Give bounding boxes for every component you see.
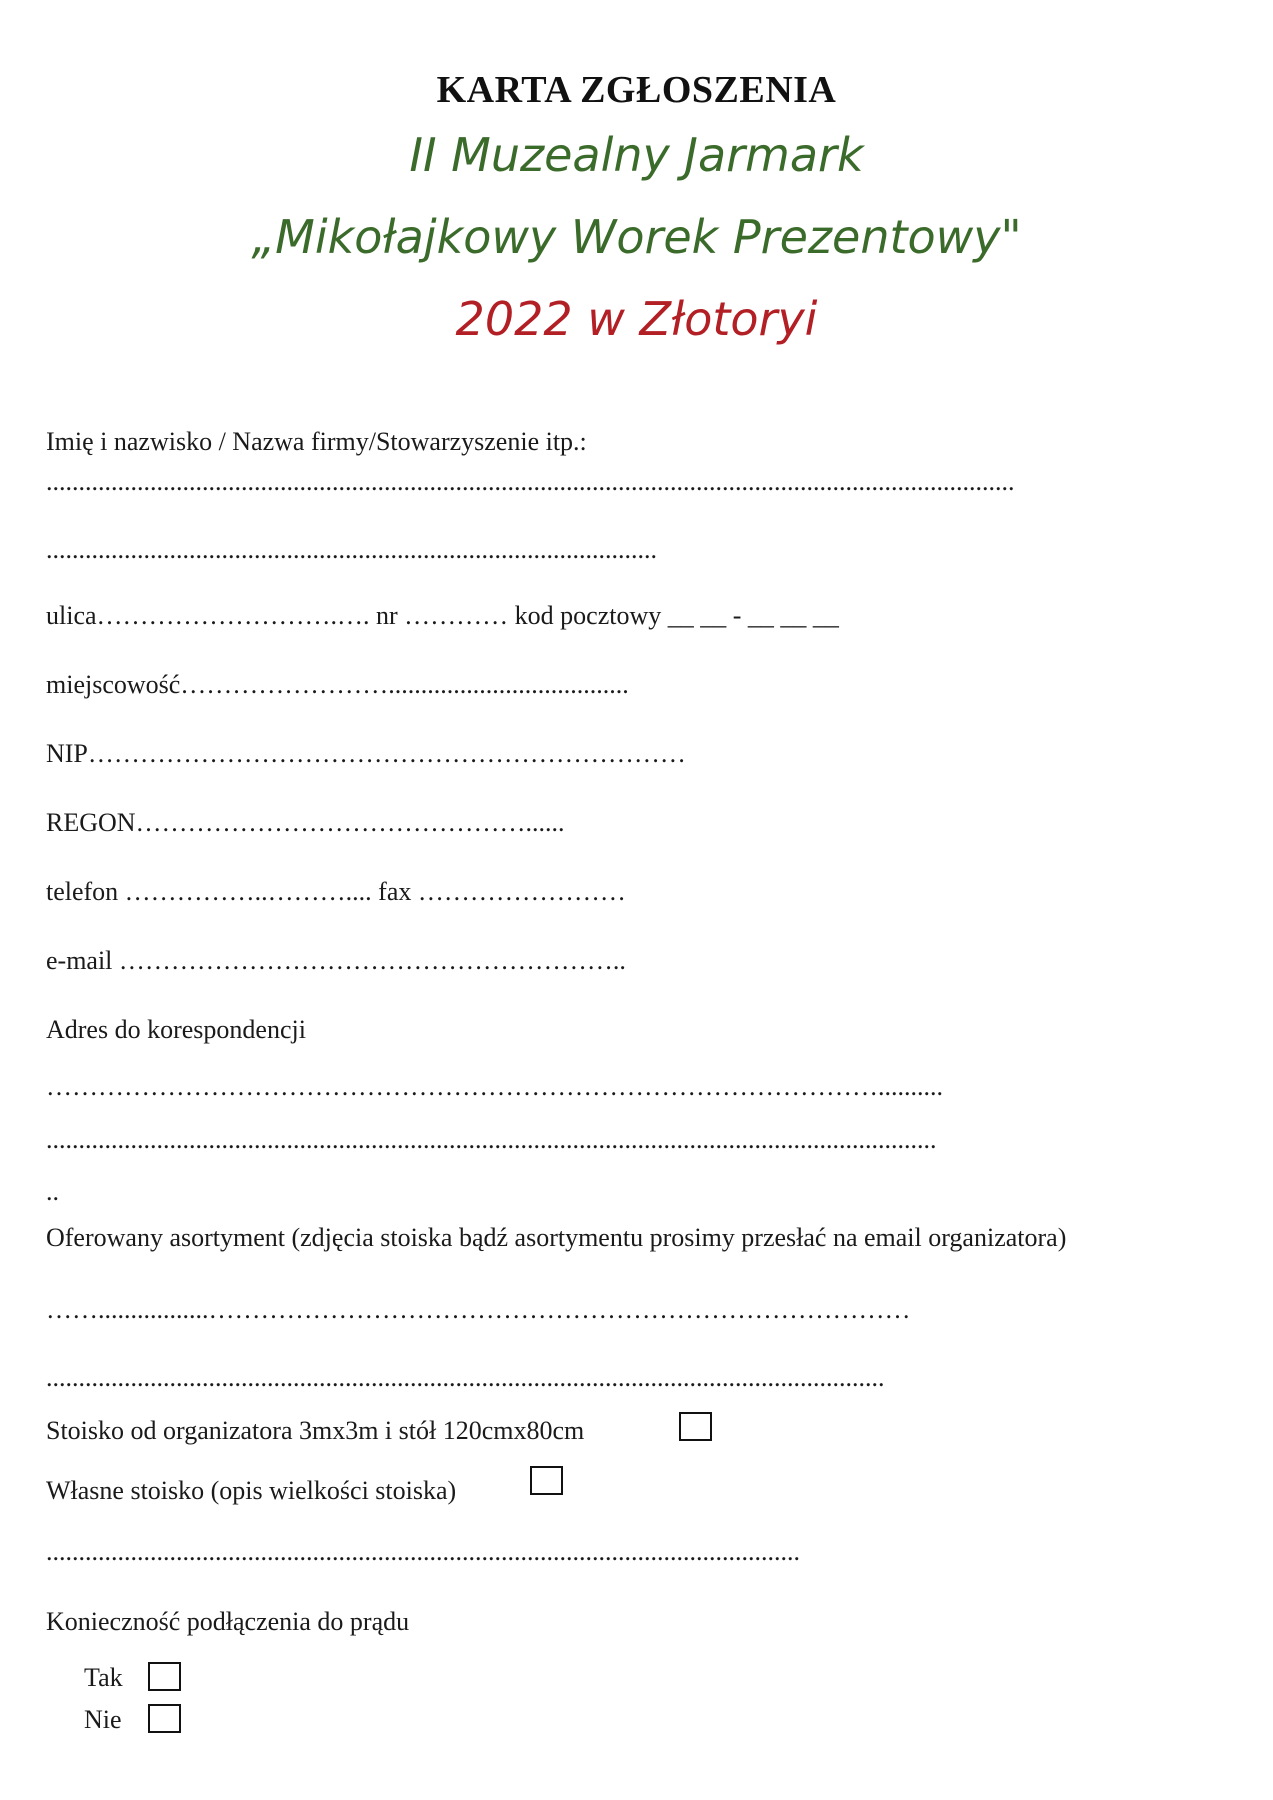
assortment-field-line-1: …….................……………………………………………………………………… [46,1295,911,1324]
email-line: e-mail ………………………………………………….. [46,946,626,975]
own-stand-field-line: .................................................................................................................... [46,1537,800,1566]
power-no-label: Nie [84,1705,122,1734]
nip-line: NIP…………………………………………………………… [46,739,686,768]
event-year: 2022 [455,292,573,346]
regon-line: REGON………………………………………...... [46,808,565,837]
address-field-line-3: .. [46,1177,59,1206]
address-field-line-2: ......................................................................................................................................... [46,1125,937,1154]
stand-organizer-checkbox[interactable] [679,1412,712,1441]
event-year-place [0,292,1273,346]
name-field-line-1: ..................................................................................................................................................... [46,467,1015,496]
name-field-line-2: .............................................................................................. [46,535,657,564]
power-yes-label: Tak [84,1663,123,1692]
power-yes-checkbox[interactable] [148,1662,181,1691]
city-line: miejscowość……………………..................................... [46,670,629,699]
street-line: ulica……………………….…. nr ………… kod pocztowy __ __ - __ __ __ [46,601,839,630]
event-name: II Muzealny Jarmark [409,128,864,182]
event-place: w Złotoryi [587,292,818,346]
assortment-field-line-2: ................................................................................................................................. [46,1363,885,1392]
power-label: Konieczność podłączenia do prądu [46,1607,410,1636]
event-subtitle: „Mikołajkowy Worek Prezentowy" [251,210,1022,264]
name-label: Imię i nazwisko / Nazwa firmy/Stowarzyszenie itp.: [46,427,587,456]
address-field-line-1: …………………………………………………………………………………….......... [46,1072,943,1101]
address-label: Adres do korespondencji [46,1015,306,1044]
assortment-label: Oferowany asortyment (zdjęcia stoiska bądź asortymentu prosimy przesłać na email organizatora) [46,1223,1067,1252]
own-stand-label: Własne stoisko (opis wielkości stoiska) [46,1476,457,1505]
phone-fax-line: telefon ……………..……….... fax …………………… [46,877,626,906]
stand-organizer-label: Stoisko od organizatora 3mx3m i stół 120cmx80cm [46,1416,585,1445]
power-no-checkbox[interactable] [148,1704,181,1733]
own-stand-checkbox[interactable] [530,1466,563,1495]
form-title: KARTA ZGŁOSZENIA [436,69,837,111]
